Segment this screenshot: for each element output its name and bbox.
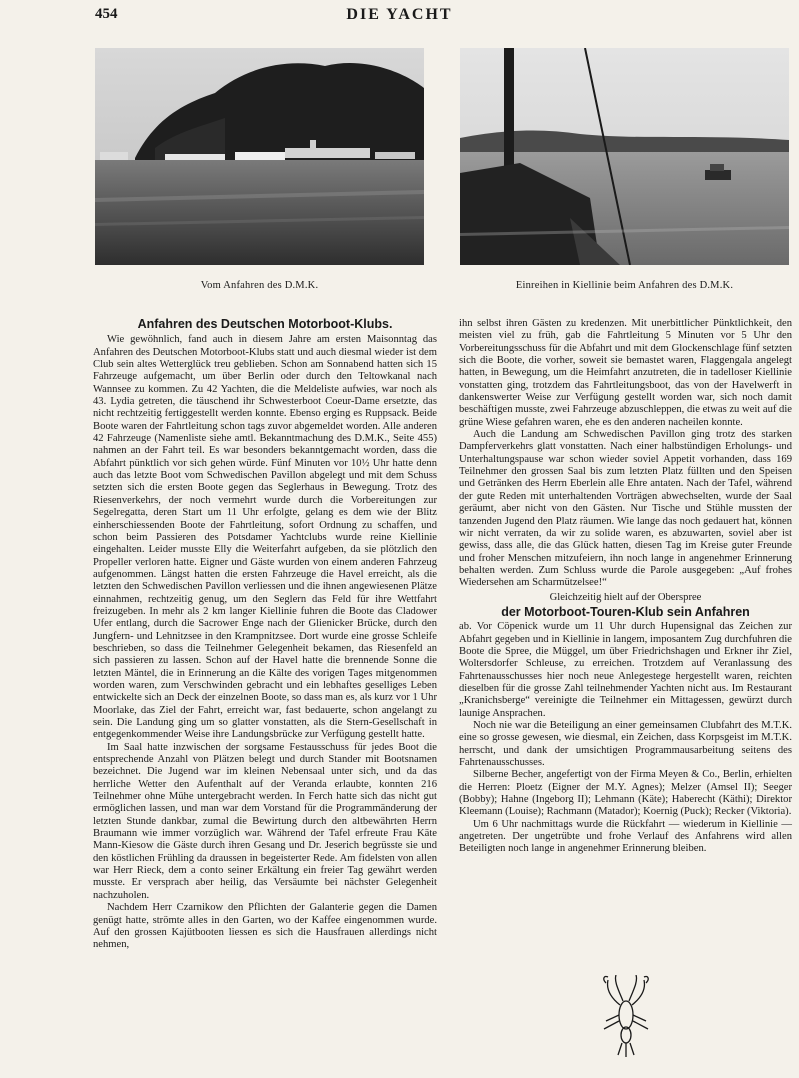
photo-boats-at-shore [95, 48, 424, 265]
article-paragraph: Silberne Becher, angefertigt von der Firma Meyen & Co., Berlin, erhielten die Herren: Ploetz (Eigner der M.Y. Agnes); Melzer (Amsel II); Seeger (Bobby); Hahne (Ingeborg II); Lehmann (Käte); Haberecht (Käthi); Direktor Kleemann (Louise); Rachmann (Matador); Koernig (Puck); Recker (Viktoria). [459, 769, 792, 818]
article-paragraph: Noch nie war die Beteiligung an einer gemeinsamen Clubfahrt des M.T.K. eine so grosse gewesen, wie diesmal, ein Zeichen, dass Korpsgeist im M.T.K. herrscht, und dank der umsichtigen Programmausarbeitung seitens des Fahrtenausschusses. [459, 720, 792, 769]
article-title: Anfahren des Deutschen Motorboot-Klubs. [137, 317, 393, 331]
article-paragraph: Im Saal hatte inzwischen der sorgsame Festausschuss für jedes Boot die entsprechende Anzahl von Plätzen belegt und durch Stander mit Bootsnamen bezeichnet. Die Jugend war im kleinen Nebensaal unter sich, und da das herrliche Wetter den Aufenthalt auf der Veranda erlaubte, konnten 216 Teilnehmer ohne Mühe untergebracht werden. In Ferch hatte sich das nicht gut ermöglichen lassen, und man war dem Vorstand für die Programmänderung der letzten Stunde dankbar, zumal die Bewirtung durch den altbewährten Herrn Braumann wie immer vorzüglich war. Während der Tafel erfreute Frau Käte Mann-Kiesow die Gäste durch ihren Gesang und Dr. Jeserich begrüsste sie und den köstlichen Frühling da draussen in begeisterter Rede. Am fidelsten von allen war Herr Rieck, dem a conto seiner Erkältung ein freier Tag gewährt werden musste. Er versprach aber heilig, das Versäumte bei nächster Gelegenheit nachzuholen. [93, 741, 437, 901]
article-paragraph: Um 6 Uhr nachmittags wurde die Rückfahrt — wiederum in Kiellinie — angetreten. Der ungetrübte und frohe Verlauf des Anfahrens wird allen Beteiligten noch lange in angenehmer Erinnerung bleiben. [459, 818, 792, 855]
article-title-2: der Motorboot-Touren-Klub sein Anfahren [501, 604, 750, 619]
article-paragraph: ihn selbst ihren Gästen zu kredenzen. Mit unerbittlicher Pünktlichkeit, den meisten viel zu früh, gab die Fahrtleitung 5 Minuten vor 5 Uhr den Vorbereitungsschuss für die Abfahrt und mit dem Glockenschlage fünf setzten sich die Boote, die vorher, soweit sie bemastet waren, Flaggengala angelegt hatten, in Bewegung, um die Heimfahrt anzutreten, die in tadelloser Kiellinie vonstatten ging, trotzdem das Fahrtleitungsboot, das von der Havelwerft in dankenswerter Weise zur Verfügung gestellt worden war, sich noch damit beschäftigen musste, zwei Fahrzeuge abzuschleppen, die etwas zu weit auf die grüne Wiese gefahren waren, ehe es den anderen nacheilen konnte. [459, 318, 792, 428]
figure-caption-1: Vom Anfahren des D.M.K. [200, 280, 319, 291]
page-header [0, 4, 799, 24]
article-paragraph: Auch die Landung am Schwedischen Pavillon ging trotz des starken Dampferverkehrs glatt vonstatten. Nach einer halbstündigen Erholungs- und Unterhaltungspause war schon wieder soviel Appetit vorhanden, dass 169 Teilnehmer den grossen Saal bis zum letzten Platz füllten und den Speisen und Getränken des Herrn Eberlein alle Ehre antaten. Nach der Tafel, während der gute Reden mit unterhaltenden Vorträgen abwechselten, wurde der Saal geräumt, aber nicht von den Gästen. Nur Tische und Stühle mussten der tanzenden Jugend den Platz räumen. Wie lange das noch gedauert hat, können wir nicht verraten, da wir zu solide waren, es abzuwarten, soviel aber ist gewiss, dass alle, die das Glück hatten, diesen Tag im Kreise guter Freunde und froher Menschen mitzufeiern, ihn noch lange in angenehmer Erinnerung behalten werden. Zum Schluss wurde die Parole ausgegeben: „Auf frohes Wiedersehen am Scharmützelsee!“ [459, 429, 792, 589]
article-paragraph: Nachdem Herr Czarnikow den Pflichten der Galanterie gegen die Damen genügt hatte, strömte alles in den Garten, wo der Kaffee eingenommen wurde. Auf den grossen Kajütbooten liessen es sich die Hausfrauen allerdings nicht nehmen, [93, 902, 437, 951]
journal-title: DIE YACHT [346, 6, 453, 23]
article-intro: Gleichzeitig hielt auf der Oberspree [549, 591, 702, 603]
article-column-left [93, 318, 437, 952]
photo-kiellinie [460, 48, 789, 265]
article-column-right [459, 318, 792, 856]
article-paragraph: ab. Vor Cöpenick wurde um 11 Uhr durch Hupensignal das Zeichen zur Abfahrt gegeben und in Kiellinie in langem, imposantem Zug durchfuhren die Boote die Spree, die Müggel, um über Friedrichshagen und Erkner ihr Ziel, Woltersdorfer Schleuse, zu erreichen. Trotzdem auf Veranlassung des Fahrtenausschusses hier noch neue Anlegestege hergestellt waren, reichten dieselben für die grosse Zahl teilnehmender Yachten nicht aus. Im Restaurant „Kranichsberge“ vereinigte die Teilnehmer ein Mittagessen, gewürzt durch launige Ansprachen. [459, 621, 792, 719]
page-number: 454 [95, 6, 118, 22]
lobster-ornament [596, 975, 656, 1060]
article-paragraph: Wie gewöhnlich, fand auch in diesem Jahre am ersten Maisonntag das Anfahren des Deutschen Motorboot-Klubs statt und auch diesmal wieder ist dem Club sein altes Wetterglück treu geblieben. Schon am Sonnabend hatten sich 15 Fahrzeuge aufgemacht, um über Berlin oder durch den Teltowkanal nach Wannsee zu kommen. Zu 42 Yachten, die die Meldeliste aufwies, war noch als 43. Lydia getreten, die täuschend ihr Schwesterboot Coeur-Dame ersetzte, das nicht rechtzeitig fertiggestellt werden konnte. Ebenso erging es Ruppsack. Beide Boote waren der Fahrtleitung schon tags zuvor abgemeldet worden. Alle anderen 42 Fahrzeuge (Namenliste siehe amtl. Bekanntmachung des D.M.K., Seite 455) nahmen an der Fahrt teil. Es war besonders bekanntgemacht worden, dass die Abfahrt pünktlich vor sich gehen würde. Fünf Minuten vor 10½ Uhr hatte denn auch das letzte Boot vom Schwedischen Pavillon abgelegt und mit dem Schuss setzten sich die ersten Boote gegen das Seglerhaus in Bewegung. Trotz des Riesenverkehrs, der noch vermehrt wurde durch die Vorbereitungen zur Segelregatta, deren Start um 11 Uhr erfolgte, gelang es dem wie der Blitz einherschiessenden Boote der Fahrtleitung, sofort Ordnung zu schaffen, und schon beim Passieren des Potsdamer Yachtclubs wurde reine Kiellinie eingehalten. Leider musste Elly die Weiterfahrt aufgeben, da sie plötzlich den Propeller verloren hatte. Eigner und Gäste wurden von einem anderen Fahrzeug aufgenommen. Längst hatten die ersten Fahrzeuge die Havel erreicht, als die letzten den Schwedischen Pavillon verliessen und die ihnen angewiesenen Plätze einnahmen, rechtzeitig genug, um den Seglern das Feld für ihre Wettfahrt freizugeben. In mehr als 2 km langer Kiellinie fuhren die Boote das Cladower Ufer entlang, durch die Sacrower Enge nach der Glienicker Brücke, durch den Jungfern- und Lehnitzsee in den Krampnitzsee. Dort wurde eine grosse Schleife beschrieben, so dass die Teilnehmer Gelegenheit bekamen, das Riesenfeld an sich passieren zu lassen. Schon auf der Havel hatte die brennende Sonne die letzten Mäntel, die in Erinnerung an die Kälte des vorigen Tages mitgenommen worden waren, zum Verschwinden gebracht und ein lebhaftes geselliges Leben entwickelte sich an Deck der einzelnen Boote, so dass man es, als kurz vor 1 Uhr Moorlake, das Ziel der Fahrt, erreicht war, fast bedauerte, schon angelangt zu sein. Die Landung ging um so glatter vonstatten, als die Stern-Gesellschaft in entgegenkommender Weise ihre Landungsbrücke zur Verfügung gestellt hatte. [93, 334, 437, 741]
figure-caption-2: Einreihen in Kiellinie beim Anfahren des D.M.K. [515, 280, 734, 291]
